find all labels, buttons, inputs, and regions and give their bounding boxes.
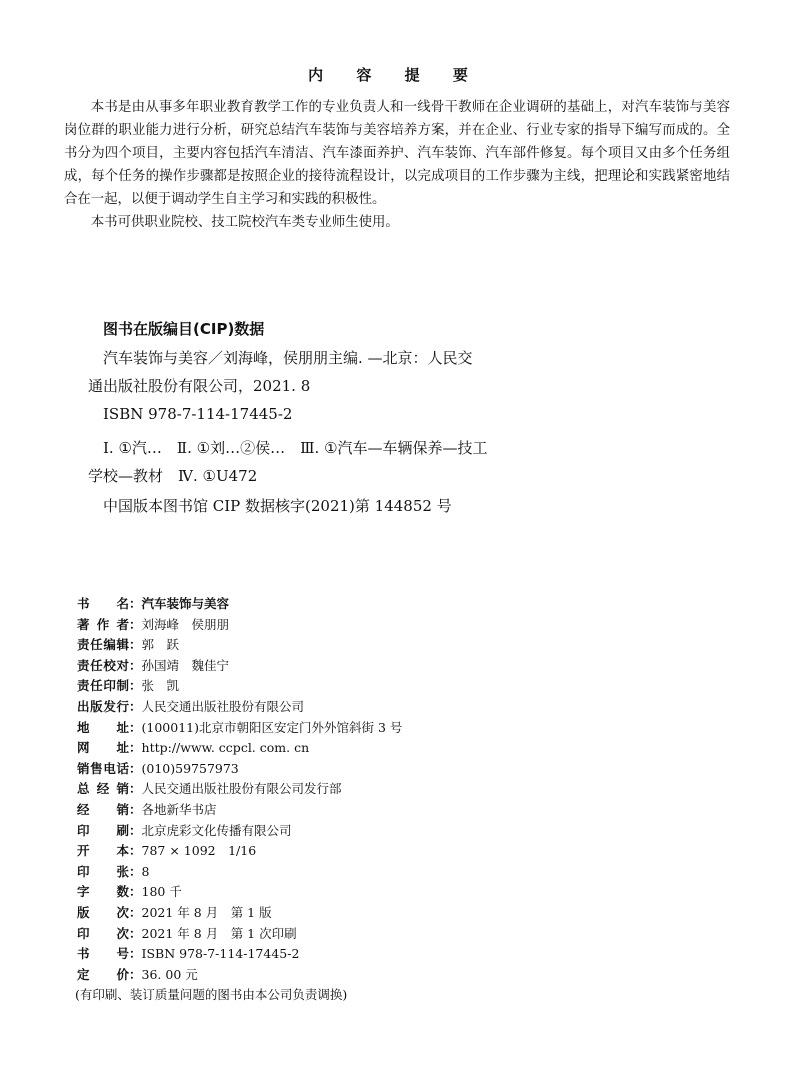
credit-value: 36. 00 元 — [141, 966, 198, 982]
credit-row — [77, 882, 402, 903]
credit-value: 各地新华书店 — [141, 801, 217, 817]
credit-colon: ： — [129, 596, 142, 611]
credit-colon: ： — [129, 781, 142, 797]
cip-classification — [88, 434, 568, 520]
credit-colon: ： — [129, 657, 142, 673]
credit-colon: ： — [129, 698, 142, 714]
cip-title-line: 汽车装饰与美容／刘海峰，侯朋朋主编. —北京：人民交 — [103, 349, 473, 367]
credit-row — [77, 759, 402, 780]
credit-colon: ： — [129, 904, 142, 920]
credits-block — [77, 594, 402, 1006]
credit-value: 180 千 — [141, 884, 182, 900]
credit-row — [77, 800, 402, 821]
credit-label: 责 任 编 辑 — [77, 637, 129, 653]
credit-value: 人民交通出版社股份有限公司 — [141, 698, 305, 714]
summary-paragraph: 本书可供职业院校、技工院校汽车类专业师生使用。 — [90, 215, 399, 230]
credit-row — [77, 862, 402, 883]
cip-subject-line-2: 学校—教材 Ⅳ. ①U472 — [88, 467, 258, 485]
credit-value: 2021 年 8 月 第 1 次印刷 — [141, 925, 297, 941]
credit-value: (010)59757973 — [141, 760, 239, 776]
credit-label: 出 版 发 行 — [77, 698, 129, 714]
credit-label: 地 址 — [77, 719, 129, 735]
credit-row — [77, 635, 402, 656]
credits-note: (有印刷、装订质量问题的图书由本公司负责调换) — [75, 987, 348, 1003]
credit-label: 字 数 — [77, 884, 129, 900]
cip-isbn-line: ISBN 978-7-114-17445-2 — [103, 405, 293, 423]
credit-row — [77, 738, 402, 759]
credit-row — [77, 841, 402, 862]
credit-value: 人民交通出版社股份有限公司发行部 — [141, 781, 342, 797]
credit-row — [77, 821, 402, 842]
credit-value: 汽车装饰与美容 — [141, 596, 230, 611]
credit-row — [77, 615, 402, 636]
credit-row — [77, 656, 402, 677]
summary-heading: 内 容 提 要 — [308, 66, 482, 84]
credit-row — [77, 903, 402, 924]
credit-value: 北京虎彩文化传播有限公司 — [141, 822, 292, 838]
credit-row — [77, 965, 402, 986]
credit-row — [77, 676, 402, 697]
credit-label: 著 作 者 — [77, 616, 129, 632]
credit-label: 印 刷 — [77, 822, 129, 838]
credit-value: 孙国靖 魏佳宁 — [141, 657, 230, 673]
credit-colon: ： — [129, 719, 142, 735]
credit-colon: ： — [129, 801, 142, 817]
credit-label: 总 经 销 — [77, 781, 129, 797]
credit-value: http://www. ccpcl. com. cn — [141, 740, 310, 756]
credit-row — [77, 594, 402, 615]
credit-label: 销 售 电 话 — [77, 760, 129, 776]
credit-colon: ： — [129, 760, 142, 776]
credit-value: ISBN 978-7-114-17445-2 — [141, 946, 300, 962]
credit-label: 书 号 — [77, 946, 129, 962]
credit-label: 责 任 校 对 — [77, 657, 129, 673]
credit-colon: ： — [129, 843, 142, 859]
credit-value: 刘海峰 侯朋朋 — [141, 616, 230, 632]
cip-record-number: 中国版本图书馆 CIP 数据核字(2021)第 144852 号 — [103, 497, 452, 515]
credit-row — [77, 924, 402, 945]
credit-label: 责 任 印 制 — [77, 678, 129, 694]
credit-colon: ： — [129, 863, 142, 879]
credit-colon: ： — [129, 678, 142, 694]
credit-colon: ： — [129, 966, 142, 982]
credit-value: 郭 跃 — [141, 637, 180, 653]
cip-publisher-line: 通出版社股份有限公司，2021. 8 — [88, 377, 311, 395]
credit-label: 定 价 — [77, 966, 129, 982]
credit-label: 开 本 — [77, 843, 129, 859]
credit-colon: ： — [129, 822, 142, 838]
credit-row — [77, 697, 402, 718]
cip-block — [88, 344, 568, 428]
credit-label: 印 张 — [77, 863, 129, 879]
cip-heading: 图书在版编目(CIP)数据 — [103, 320, 265, 338]
credit-label: 版 次 — [77, 904, 129, 920]
credit-label: 经 销 — [77, 801, 129, 817]
credit-colon: ： — [129, 884, 142, 900]
credit-value: (100011)北京市朝阳区安定门外外馆斜街 3 号 — [141, 719, 403, 735]
credit-row — [77, 779, 402, 800]
credit-colon: ： — [129, 925, 142, 941]
credit-colon: ： — [129, 637, 142, 653]
credit-value: 张 凯 — [141, 678, 180, 694]
credit-colon: ： — [129, 946, 142, 962]
credit-colon: ： — [129, 740, 142, 756]
summary-paragraph: 本书是由从事多年职业教育教学工作的专业负责人和一线骨干教师在企业调研的基础上，对汽车装饰与美容岗位群的职业能力进行分析，研究总结汽车装饰与美容培养方案，并在企业、行业专家的指导下编写而成的。全书分为四个项目，主要内容包括汽车清洁、汽车漆面养护、汽车装饰、汽车部件修复。每个项目又由多个任务组成，每个任务的操作步骤都是按照企业的接待流程设计，以完成项目的工作步骤为主线，把理论和实践紧密地结合在一起，以便于调动学生自主学习和实践的积极性。 — [64, 100, 730, 207]
cip-subject-line: Ⅰ. ①汽… Ⅱ. ①刘…②侯… Ⅲ. ①汽车—车辆保养—技工 — [103, 439, 488, 457]
credit-colon: ： — [129, 616, 142, 632]
credit-label: 网 址 — [77, 740, 129, 756]
summary-body — [64, 96, 730, 234]
credit-value: 8 — [141, 863, 150, 879]
credit-label: 印 次 — [77, 925, 129, 941]
credit-value: 2021 年 8 月 第 1 版 — [141, 904, 272, 920]
credit-row — [77, 718, 402, 739]
credit-value: 787 × 1092 1/16 — [141, 843, 257, 859]
credit-row — [77, 944, 402, 965]
credit-label: 书 名 — [77, 596, 129, 611]
